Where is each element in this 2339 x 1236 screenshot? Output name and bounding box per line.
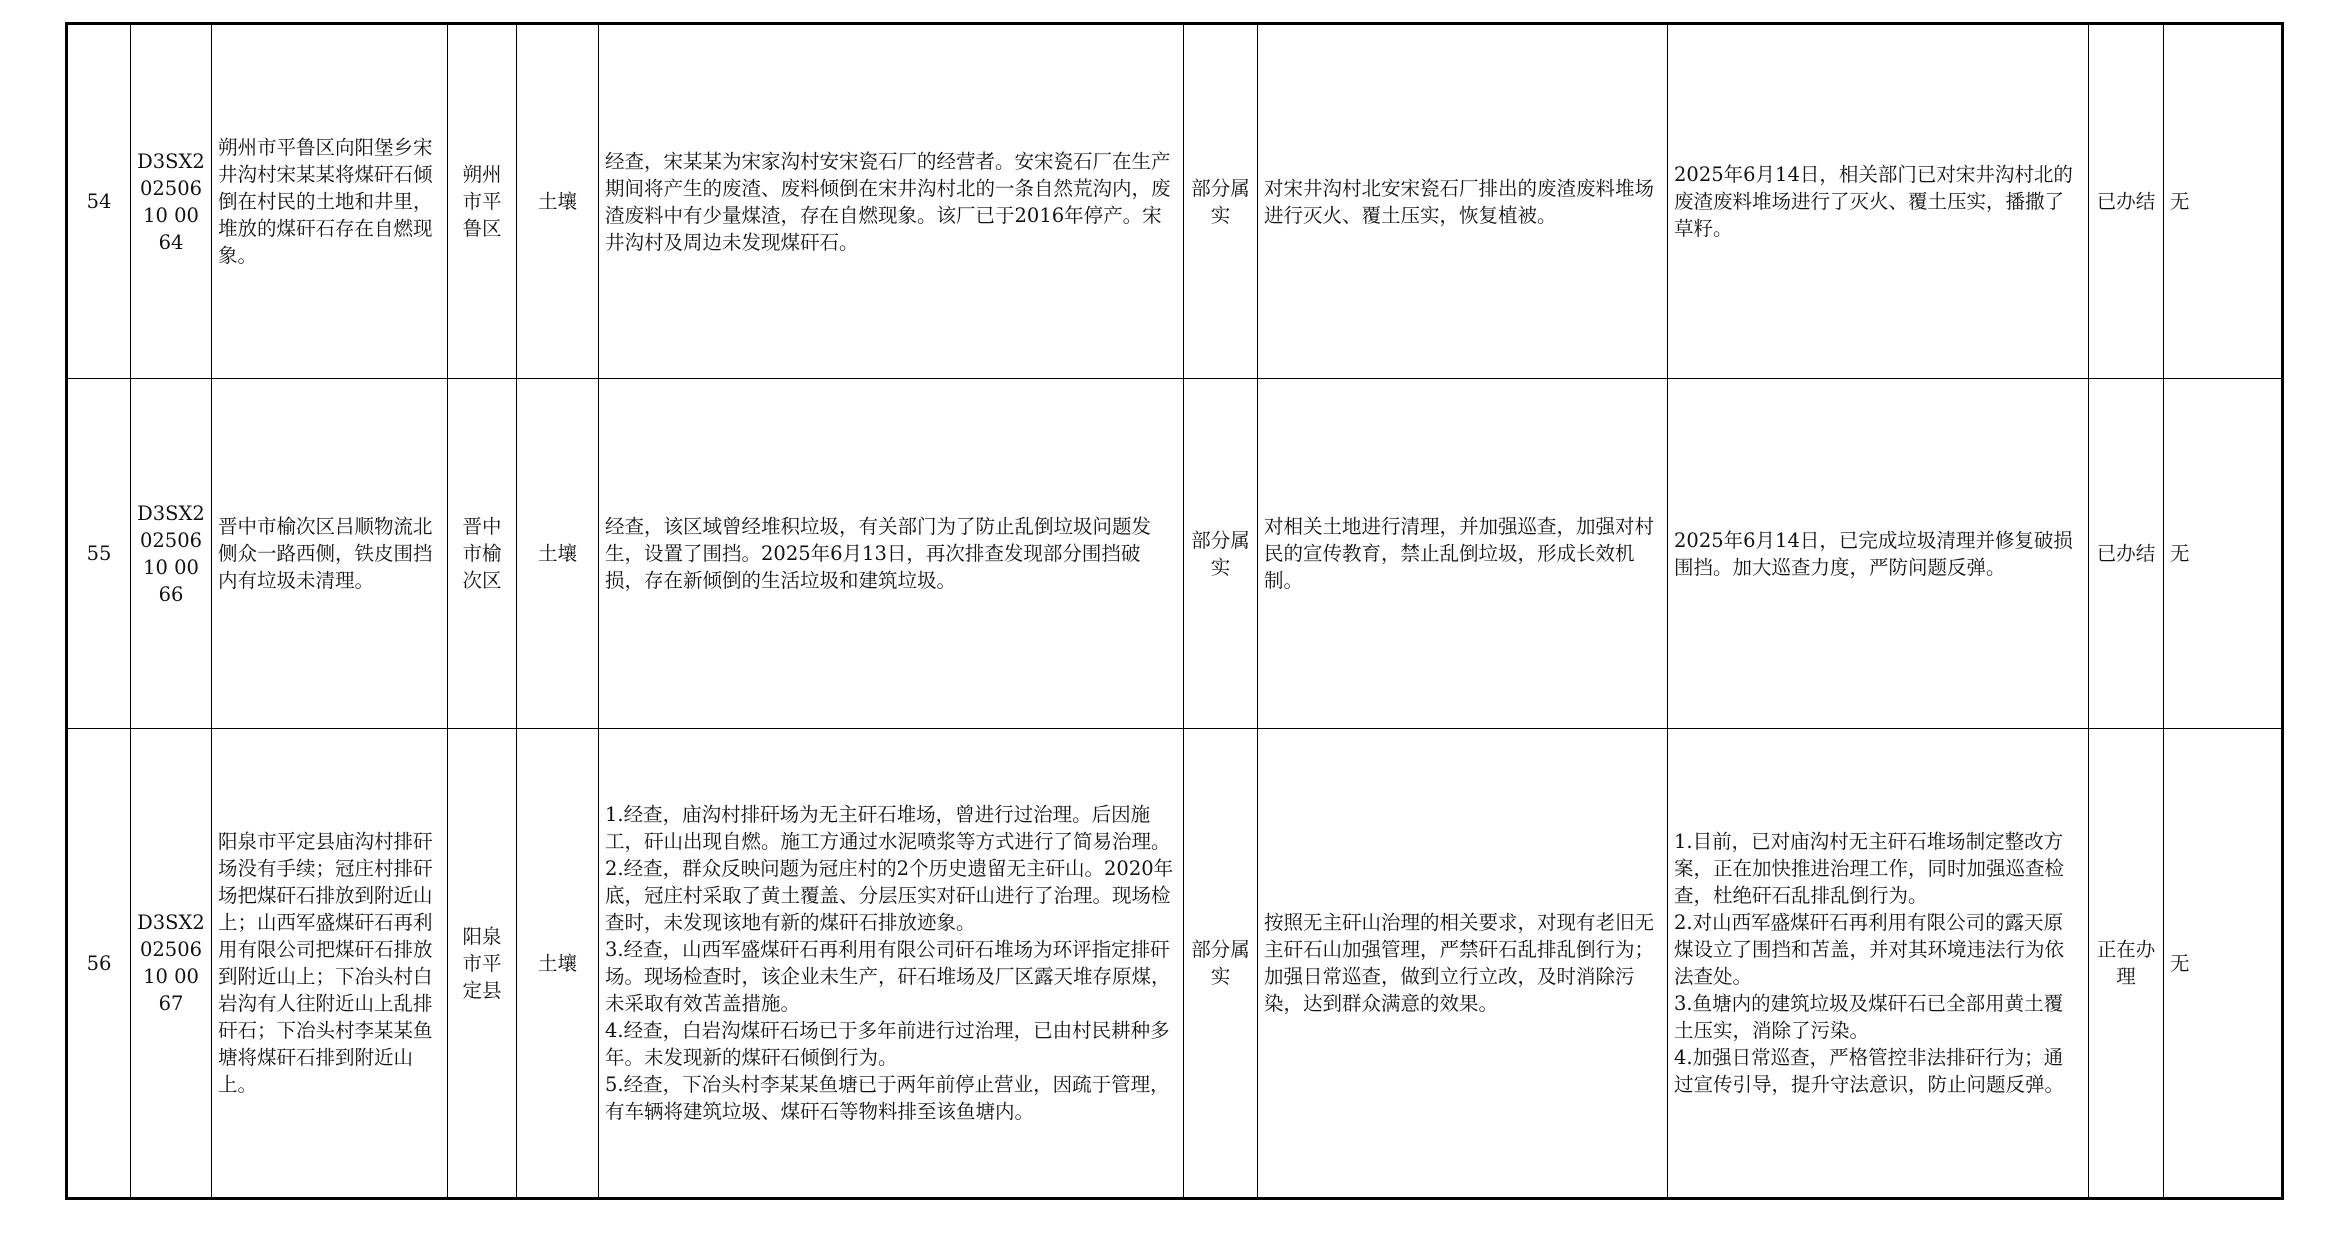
- handling-measures: 对宋井沟村北安宋瓷石厂排出的废渣废料堆场进行灭火、覆土压实，恢复植被。: [1258, 24, 1668, 379]
- rectification-progress: 2025年6月14日，相关部门已对宋井沟村北的废渣废料堆场进行了灭火、覆土压实，播撒了草籽。: [1668, 24, 2089, 379]
- case-status: 已办结: [2089, 379, 2164, 729]
- case-table-container: [65, 22, 2281, 1200]
- handling-measures: 对相关土地进行清理，并加强巡查，加强对村民的宣传教育，禁止乱倒垃圾，形成长效机制。: [1258, 379, 1668, 729]
- complaint-content: 晋中市榆次区吕顺物流北侧众一路西侧，铁皮围挡内有垃圾未清理。: [212, 379, 448, 729]
- row-number: 56: [67, 729, 131, 1199]
- table-row: [67, 24, 2283, 379]
- verification-result: 部分属实: [1184, 379, 1258, 729]
- verification-result: 部分属实: [1184, 729, 1258, 1199]
- investigation-finding: 1.经查，庙沟村排矸场为无主矸石堆场，曾进行过治理。后因施工，矸山出现自燃。施工方通过水泥喷浆等方式进行了简易治理。 2.经查，群众反映问题为冠庄村的2个历史遗留无主矸山。2020年底，冠庄村采取了黄土覆盖、分层压实对矸山进行了治理。现场检查时，未发现该地有新的煤矸石排放迹象。 3.经查，山西军盛煤矸石再利用有限公司矸石堆场为环评指定排矸场。现场检查时，该企业未生产，矸石堆场及厂区露天堆存原煤，未采取有效苫盖措施。 4.经查，白岩沟煤矸石场已于多年前进行过治理，已由村民耕种多年。未发现新的煤矸石倾倒行为。 5.经查，下冶头村李某某鱼塘已于两年前停止营业，因疏于管理，有车辆将建筑垃圾、煤矸石等物料排至该鱼塘内。: [599, 729, 1184, 1199]
- case-code: D3SX20250610 0066: [131, 379, 212, 729]
- case-table: [65, 22, 2284, 1200]
- administrative-region: 朔州市平鲁区: [448, 24, 517, 379]
- rectification-progress: 1.目前，已对庙沟村无主矸石堆场制定整改方案，正在加快推进治理工作，同时加强巡查检查，杜绝矸石乱排乱倒行为。 2.对山西军盛煤矸石再利用有限公司的露天原煤设立了围挡和苫盖，并对其环境违法行为依法查处。 3.鱼塘内的建筑垃圾及煤矸石已全部用黄土覆土压实，消除了污染。 4.加强日常巡查，严格管控非法排矸行为；通过宣传引导，提升守法意识，防止问题反弹。: [1668, 729, 2089, 1199]
- row-number: 55: [67, 379, 131, 729]
- case-status: 正在办理: [2089, 729, 2164, 1199]
- accountability: 无: [2164, 24, 2283, 379]
- accountability: 无: [2164, 729, 2283, 1199]
- rectification-progress: 2025年6月14日，已完成垃圾清理并修复破损围挡。加大巡查力度，严防问题反弹。: [1668, 379, 2089, 729]
- pollution-category: 土壤: [517, 729, 599, 1199]
- accountability: 无: [2164, 379, 2283, 729]
- pollution-category: 土壤: [517, 24, 599, 379]
- table-row: [67, 379, 2283, 729]
- row-number: 54: [67, 24, 131, 379]
- pollution-category: 土壤: [517, 379, 599, 729]
- table-row: [67, 729, 2283, 1199]
- verification-result: 部分属实: [1184, 24, 1258, 379]
- case-code: D3SX20250610 0067: [131, 729, 212, 1199]
- case-code: D3SX20250610 0064: [131, 24, 212, 379]
- complaint-content: 阳泉市平定县庙沟村排矸场没有手续；冠庄村排矸场把煤矸石排放到附近山上；山西军盛煤矸石再利用有限公司把煤矸石排放到附近山上；下冶头村白岩沟有人往附近山上乱排矸石；下冶头村李某某鱼塘将煤矸石排到附近山上。: [212, 729, 448, 1199]
- handling-measures: 按照无主矸山治理的相关要求，对现有老旧无主矸石山加强管理，严禁矸石乱排乱倒行为；加强日常巡查，做到立行立改，及时消除污染，达到群众满意的效果。: [1258, 729, 1668, 1199]
- investigation-finding: 经查，宋某某为宋家沟村安宋瓷石厂的经营者。安宋瓷石厂在生产期间将产生的废渣、废料倾倒在宋井沟村北的一条自然荒沟内，废渣废料中有少量煤渣，存在自燃现象。该厂已于2016年停产。宋井沟村及周边未发现煤矸石。: [599, 24, 1184, 379]
- administrative-region: 晋中市榆次区: [448, 379, 517, 729]
- investigation-finding: 经查，该区域曾经堆积垃圾，有关部门为了防止乱倒垃圾问题发生，设置了围挡。2025年6月13日，再次排查发现部分围挡破损，存在新倾倒的生活垃圾和建筑垃圾。: [599, 379, 1184, 729]
- complaint-content: 朔州市平鲁区向阳堡乡宋井沟村宋某某将煤矸石倾倒在村民的土地和井里，堆放的煤矸石存在自燃现象。: [212, 24, 448, 379]
- case-status: 已办结: [2089, 24, 2164, 379]
- administrative-region: 阳泉市平定县: [448, 729, 517, 1199]
